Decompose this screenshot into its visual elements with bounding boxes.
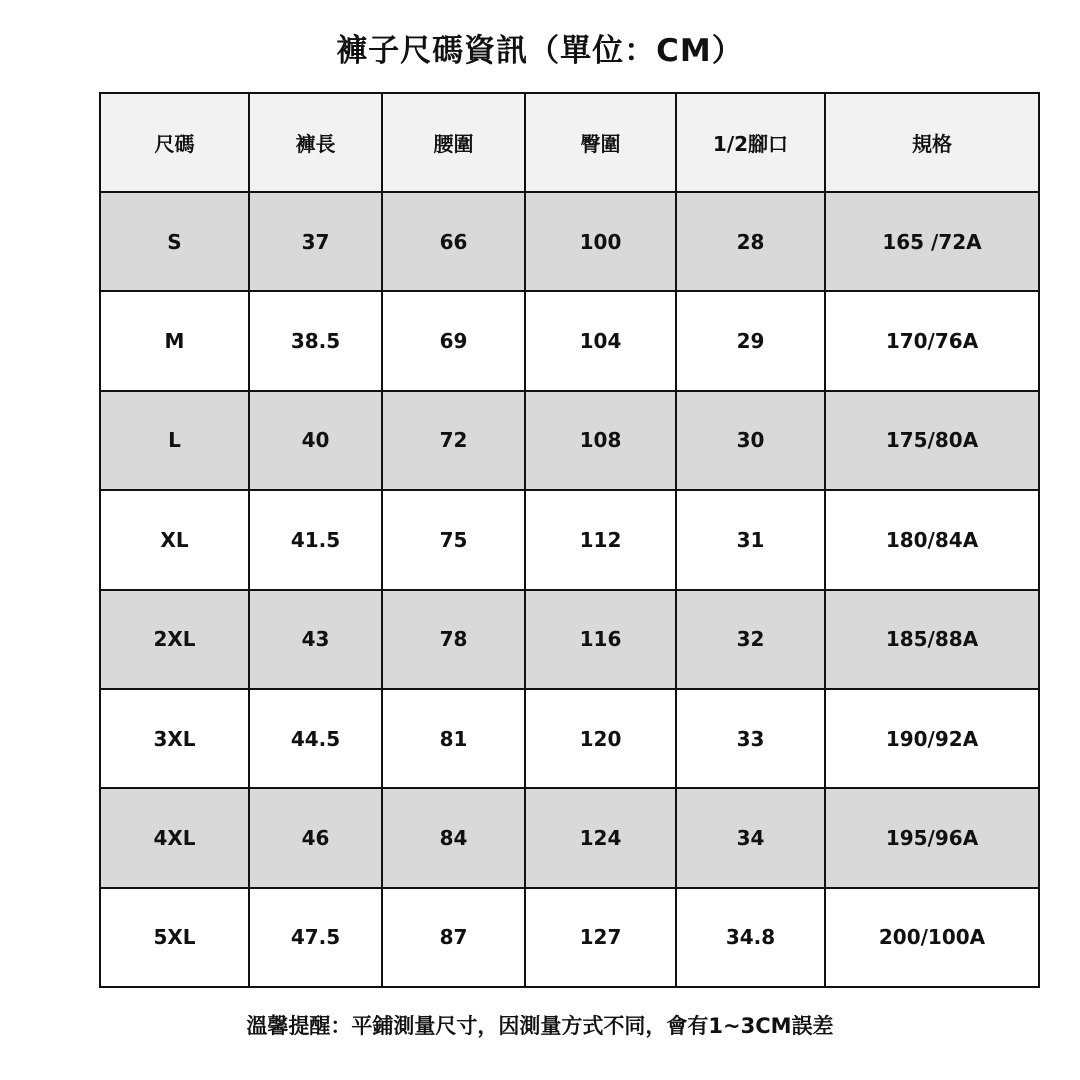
cell-hip: 116 [525, 590, 676, 689]
page-title: 褲子尺碼資訊（單位：CM） [336, 33, 744, 69]
cell-waist: 75 [382, 490, 525, 589]
cell-half-hem: 30 [676, 391, 825, 490]
cell-pants-length: 37 [249, 192, 382, 291]
cell-pants-length: 38.5 [249, 291, 382, 390]
cell-waist: 87 [382, 888, 525, 987]
cell-hip: 100 [525, 192, 676, 291]
cell-spec: 185/88A [825, 590, 1039, 689]
cell-waist: 81 [382, 689, 525, 788]
cell-half-hem: 33 [676, 689, 825, 788]
cell-hip: 104 [525, 291, 676, 390]
table-row [100, 888, 1039, 987]
measurement-note: 溫馨提醒：平鋪測量尺寸，因測量方式不同，會有1~3CM誤差 [246, 1014, 834, 1038]
cell-spec: 175/80A [825, 391, 1039, 490]
cell-waist: 66 [382, 192, 525, 291]
cell-half-hem: 29 [676, 291, 825, 390]
cell-half-hem: 34.8 [676, 888, 825, 987]
cell-spec: 195/96A [825, 788, 1039, 887]
table-header-row [100, 93, 1039, 192]
cell-pants-length: 41.5 [249, 490, 382, 589]
cell-waist: 84 [382, 788, 525, 887]
cell-size: 5XL [100, 888, 249, 987]
table-row [100, 490, 1039, 589]
cell-half-hem: 31 [676, 490, 825, 589]
cell-waist: 72 [382, 391, 525, 490]
cell-waist: 69 [382, 291, 525, 390]
table-row [100, 590, 1039, 689]
header-waist: 腰圍 [382, 93, 525, 192]
cell-size: 3XL [100, 689, 249, 788]
cell-spec: 190/92A [825, 689, 1039, 788]
cell-hip: 127 [525, 888, 676, 987]
table-row [100, 788, 1039, 887]
table-row [100, 192, 1039, 291]
table-row [100, 291, 1039, 390]
header-size: 尺碼 [100, 93, 249, 192]
cell-size: S [100, 192, 249, 291]
cell-spec: 165 /72A [825, 192, 1039, 291]
cell-pants-length: 47.5 [249, 888, 382, 987]
cell-pants-length: 46 [249, 788, 382, 887]
header-pants-length: 褲長 [249, 93, 382, 192]
cell-waist: 78 [382, 590, 525, 689]
header-hip: 臀圍 [525, 93, 676, 192]
cell-spec: 170/76A [825, 291, 1039, 390]
cell-size: 4XL [100, 788, 249, 887]
cell-size: L [100, 391, 249, 490]
cell-pants-length: 40 [249, 391, 382, 490]
cell-size: XL [100, 490, 249, 589]
cell-hip: 120 [525, 689, 676, 788]
cell-hip: 112 [525, 490, 676, 589]
table-row [100, 391, 1039, 490]
table-row [100, 689, 1039, 788]
cell-pants-length: 43 [249, 590, 382, 689]
cell-half-hem: 32 [676, 590, 825, 689]
cell-hip: 124 [525, 788, 676, 887]
cell-half-hem: 34 [676, 788, 825, 887]
header-half-hem: 1/2腳口 [676, 93, 825, 192]
cell-spec: 180/84A [825, 490, 1039, 589]
cell-size: M [100, 291, 249, 390]
cell-hip: 108 [525, 391, 676, 490]
cell-spec: 200/100A [825, 888, 1039, 987]
header-spec: 規格 [825, 93, 1039, 192]
cell-size: 2XL [100, 590, 249, 689]
cell-half-hem: 28 [676, 192, 825, 291]
size-table [99, 92, 1040, 988]
cell-pants-length: 44.5 [249, 689, 382, 788]
